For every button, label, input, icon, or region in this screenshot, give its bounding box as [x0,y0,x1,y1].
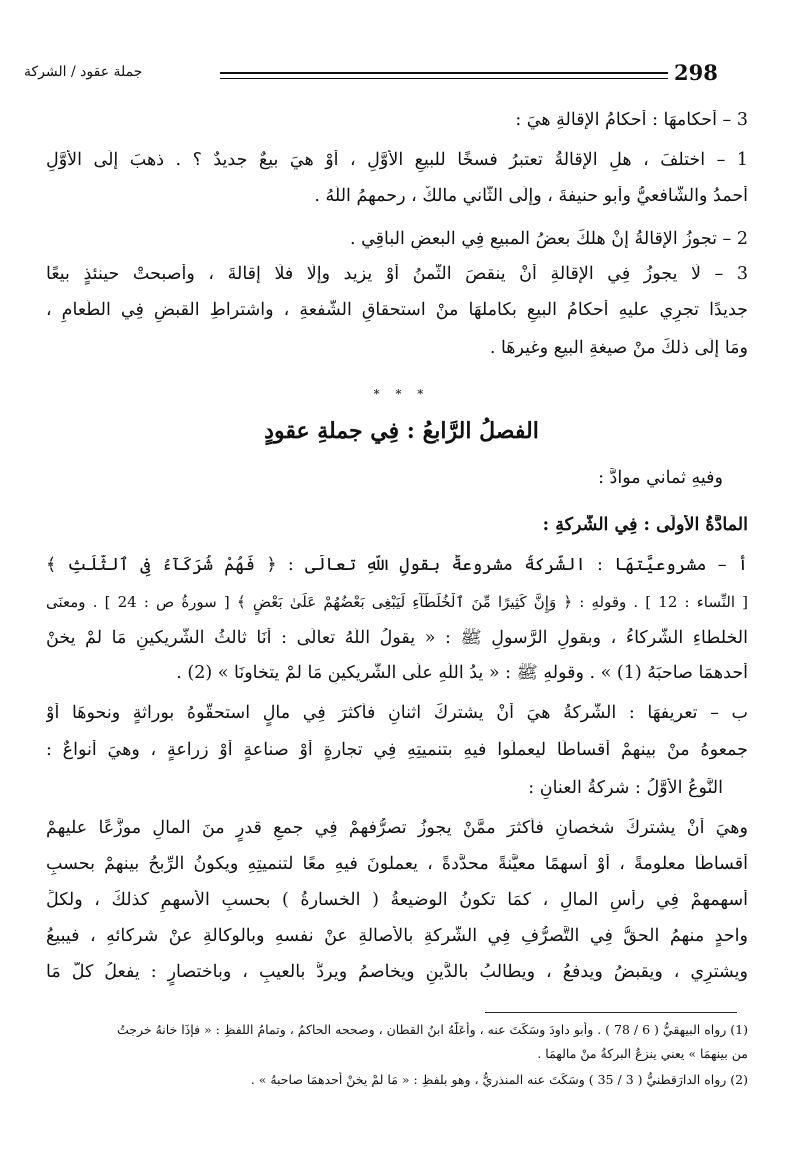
text-line: ب – تعريفهَا : الشَّركةُ هيَ أنْ يشتركَ اثنانِ فأكثرَ فِي مالٍ استحقُّوهُ بوراثةٍ ونحوهَا أوْ [46,703,748,723]
text-line: أقساطًا معلومةً ، أوْ أسهمًا معيَّنةً محدَّدةً ، يعملونَ فيهِ معًا لتنميتِهِ ويكونُ الرِّبحُ بينهمْ بحسبِ [46,854,748,874]
text-line: جديدًا تجرِي عليهِ أحكامُ البيعِ بكاملهَا منْ استحقاقِ الشُّفعةِ ، واشتراطِ القبضِ فِي الطَّعامِ ، [46,300,748,320]
subheading: النَّوعُ الأوَّلُ : شركةُ العنانِ : [528,778,723,798]
footnote-1: (1) رواه البيهقيُّ ( 6 / 78 ) . وأبو داودَ وسَكَتَ عنه ، وأَعَلَّهُ ابنُ القطان ، وصححه الحاكمُ ، وتمامُ اللفظِ : « فإذَا خانهُ خرجتُ [116,1022,748,1037]
text-line: ويشترِي ، ويقبضُ ويدفعُ ، ويطالبُ بالدَّينِ ويخاصمُ ويردُّ بالعيبِ ، وباختصارٍ : يفعلُ كلَّ مَا [46,962,748,982]
article-heading: المادَّةُ الأولَى : فِي الشَّركةِ : [542,515,748,535]
page-header [24,58,774,94]
text-line: أ – مشروعيَّتهَا : الشَّركةُ مشروعةٌ بقولِ اللَّهِ تعالَى : ﴿ فَهُمْ شُرَكَآءُ فِى ٱلثُّلُثِ ﴾ [46,555,748,575]
page-number: 298 [674,60,718,85]
text-line: أحمدُ والشَّافعيُّ وأبو حنيفةَ ، وإلَى الثَّاني مالكٌ ، رحمهمُ اللَّهُ . [314,186,748,206]
text-line: أسهمهمْ فِي رأسِ المالِ ، كمَا تكونُ الوضيعةُ ( الخسارةُ ) بحسبِ الأسهمِ كذلكَ ، ولكلِّ [46,890,748,910]
text-line: 3 – أحكامهَا : أحكامُ الإقالةِ هيَ : [515,110,748,130]
text-line: واحدٍ منهمُ الحقُّ فِي التَّصرُّفِ فِي الشَّركةِ بالأصالةِ عنْ نفسهِ وبالوكالةِ عنْ شركائهِ ، فيبيعُ [46,926,748,946]
text-line: 2 – تجوزُ الإقالةُ إنْ هلكَ بعضُ المبيعِ فِي البعضِ الباقِي . [349,229,748,249]
text-line: [ النِّساء : 12 ] . وقولهِ : ﴿ وَإِنَّ كَثِيرًا مِّنَ ٱلْخُلَطَآءِ لَيَبْغِى بَعْضُهُمْ عَلَىٰ بَعْضٍ ﴾ [ سورةُ ص : 24 ] . ومعنَى [46,593,748,611]
chapter-title: الفصلُ الرَّابعُ : فِي جملةِ عقودٍ [264,418,539,444]
text-line: 3 – لَا يجوزُ فِي الإقالةِ أنْ ينقصَ الثَّمنُ أوْ يزيد وإلَّا فلَا إقالةَ ، وأصبحتْ حينئذٍ بيعًا [46,264,748,284]
text-line: وهيَ أنْ يشتركَ شخصانِ فأكثرَ ممَّنْ يجوزُ تصرُّفهمْ فِي جمعِ قدرٍ منَ المالِ موزَّعًا عليهمْ [46,818,748,838]
footnote-rule [485,1012,737,1013]
text-line: أحدهمَا صاحبَهُ (1) » . وقولهِ ﷺ : « يدُ اللَّهِ علَى الشَّريكينِ مَا لمْ يتخاونَا » (2) . [176,663,748,683]
text-line: جمعوهُ منْ بينهمْ أقساطًا ليعملُوا فيهِ بتنميتِهِ فِي تجارةٍ أوْ صناعةٍ أوْ زراعةٍ ، وهيَ أنواعٌ : [46,740,748,760]
running-title: جملة عقود / الشركة [24,64,143,80]
intro-line: وفيهِ ثماني موادَّ : [598,468,723,488]
footnote-2: (2) رواه الدارَقطنيُّ ( 3 / 35 ) وسَكَتَ عنه المنذريُّ ، وهو بلفظِ : « مَا لمْ يخنْ أحدهمَا صاحبهُ » . [250,1072,748,1087]
text-line: ومَا إلَى ذلكَ منْ صيغةِ البيعِ وغيرهَا . [489,338,748,358]
text-line: 1 – اختلفَ ، هلِ الإقالةُ تعتبرُ فسخًا للبيعِ الأوَّلِ ، أوْ هيَ بيعٌ جديدٌ ؟ . ذهبَ إلَى الأوَّلِ [46,150,748,170]
header-rule [220,72,668,82]
footnote-1-cont: من بينهمَا » يعني ينزعُ البركةُ منْ مالهمَا . [537,1046,748,1061]
section-separator: * * * [373,387,430,401]
text-line: الخلطاءِ الشُّركاءُ ، وبقولِ الرَّسولِ ﷺ : « يقولُ اللَّهُ تعالَى : أنَا ثالثُ الشَّريكينِ مَا لمْ يخنْ [46,628,748,648]
